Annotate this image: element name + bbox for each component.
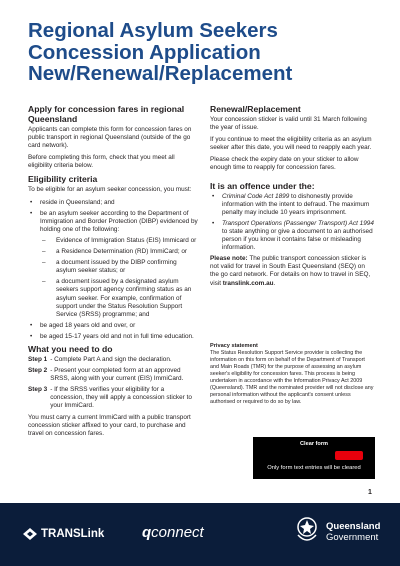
step-label: Step 1 xyxy=(28,355,48,363)
closing-paragraph: You must carry a current ImmiCard with a public transport concession sticker affixed to your card, to purchase and travel on concession fares. xyxy=(28,413,191,437)
offence-text: to dishonestly provide information with the intent to defraud. The maximum penalty may include 10 years imprisonment. xyxy=(222,192,370,216)
step-3 xyxy=(28,386,198,410)
title-line-1: Regional Asylum Seekers xyxy=(28,19,278,42)
note-label: Please note: xyxy=(210,255,248,263)
apply-heading: Apply for concession fares in regional Queensland xyxy=(28,104,185,124)
offence-text: to state anything or give a document to an authorised person if you know it contains false or misleading information. xyxy=(222,227,373,252)
eligibility-item: • be aged 15-17 years old and not in full time education. xyxy=(28,333,198,341)
qconnect-logo xyxy=(142,524,204,541)
privacy-heading: Privacy statement xyxy=(210,343,258,349)
step-text: - Present your completed form at an approved SRSS, along with your current (EIS) ImmiCard. xyxy=(50,367,184,383)
act-name: Criminal Code Act 1899 xyxy=(222,192,290,200)
offence-item xyxy=(210,193,375,217)
translink-icon xyxy=(22,527,38,541)
renewal-paragraph-3: Please check the expiry date on your sticker to allow enough time to reapply for concession fares. xyxy=(210,156,359,172)
translink-wordmark: TRANSLink xyxy=(41,528,105,540)
translink-link[interactable]: translink.com.au xyxy=(222,279,274,287)
offence-list xyxy=(210,193,375,253)
document-item: – a document issued by the DIBP confirming asylum seeker status; or xyxy=(40,259,198,275)
left-column xyxy=(28,104,198,442)
footer xyxy=(0,503,400,566)
renewal-paragraph-2: If you continue to meet the eligibility criteria as an asylum seeker after this date, you will need to reapply each year. xyxy=(210,136,372,152)
title-line-3: New/Renewal/Replacement xyxy=(28,62,293,85)
clear-form-note: Only form text entries will be cleared xyxy=(267,465,361,471)
eligibility-list xyxy=(28,199,198,341)
eligibility-item: • reside in Queensland; and xyxy=(28,199,198,207)
step-1 xyxy=(28,356,198,364)
step-text: - Complete Part A and sign the declaration. xyxy=(50,355,172,363)
step-label: Step 3 xyxy=(28,386,48,394)
step-text: - If the SRSS verifies your eligibility for a concession, they will apply a concession sticker to your ImmiCard. xyxy=(50,386,192,410)
clear-form-label: Clear form xyxy=(300,441,328,447)
document-item: – Evidence of Immigration Status (EIS) Immicard or xyxy=(40,237,198,245)
renewal-paragraph-1: Your concession sticker is valid until 31 March following the year of issue. xyxy=(210,116,367,132)
clear-form-panel xyxy=(253,437,375,479)
offence-item xyxy=(210,220,375,252)
eligibility-intro: To be eligible for an asylum seeker concession, you must: xyxy=(28,186,192,194)
page-title xyxy=(28,20,378,85)
todo-heading: What you need to do xyxy=(28,343,113,354)
note-end: . xyxy=(273,279,276,287)
act-name: Transport Operations (Passenger Transport) Act 1994 xyxy=(222,219,374,227)
privacy-statement xyxy=(210,343,375,410)
title-line-2: Concession Application xyxy=(28,40,261,64)
step-label: Step 2 xyxy=(28,367,48,375)
qg-line-1: Queensland xyxy=(326,521,381,532)
please-note xyxy=(210,255,375,287)
clear-form-button[interactable] xyxy=(335,451,363,460)
document-item: – a document issued by a designated asylum seekers support agency confirming status as an asylum seeker. For example, confirmation of support under the Status Resolution Support Service (SRSS) programme; and xyxy=(40,278,198,318)
eligibility-item: • be aged 18 years old and over, or xyxy=(28,322,198,330)
renewal-heading: Renewal/Replacement xyxy=(210,104,301,114)
qconnect-q: q xyxy=(142,524,152,541)
eligibility-item: • be an asylum seeker according to the Department of Immigration and Border Protection (DIBP) evidenced by holding one of the following: xyxy=(28,210,198,234)
queensland-government-logo xyxy=(292,515,380,549)
apply-paragraph-2: Before completing this form, check that you meet all eligibility criteria below. xyxy=(28,154,175,170)
note-text: The public transport concession sticker is not valid for travel in South East Queensland (SEQ) on the go card network. For details on how to travel in SEQ, visit xyxy=(210,255,371,287)
right-column xyxy=(210,104,375,292)
translink-logo xyxy=(22,527,104,541)
crest-icon xyxy=(292,515,322,549)
apply-paragraph-1: Applicants can complete this form for concession fares on public transport in regional Queensland (outside of the go card network). xyxy=(28,126,192,150)
privacy-text: The Status Resolution Support Service provider is collecting the information on this form on behalf of the Department of Transport and Main Roads (TMR) for the purpose of assessing an asylum seeker's eligibility for concession fares. This process is being undertaken in accordance with the Information Privacy Act 2009 (Queensland). TMR and the nominated provider will not disclose any personal information without the applicant's consent unless authorised or required to do so by law. xyxy=(210,350,374,405)
qconnect-wordmark: connect xyxy=(151,524,204,541)
page-number: 1 xyxy=(368,489,372,496)
step-2 xyxy=(28,367,198,383)
eligibility-heading: Eligibility criteria xyxy=(28,174,98,185)
qg-line-2: Government xyxy=(326,532,379,543)
offence-heading: It is an offence under the: xyxy=(210,180,315,191)
document-item: – a Residence Determination (RD) ImmiCard; or xyxy=(40,248,198,256)
